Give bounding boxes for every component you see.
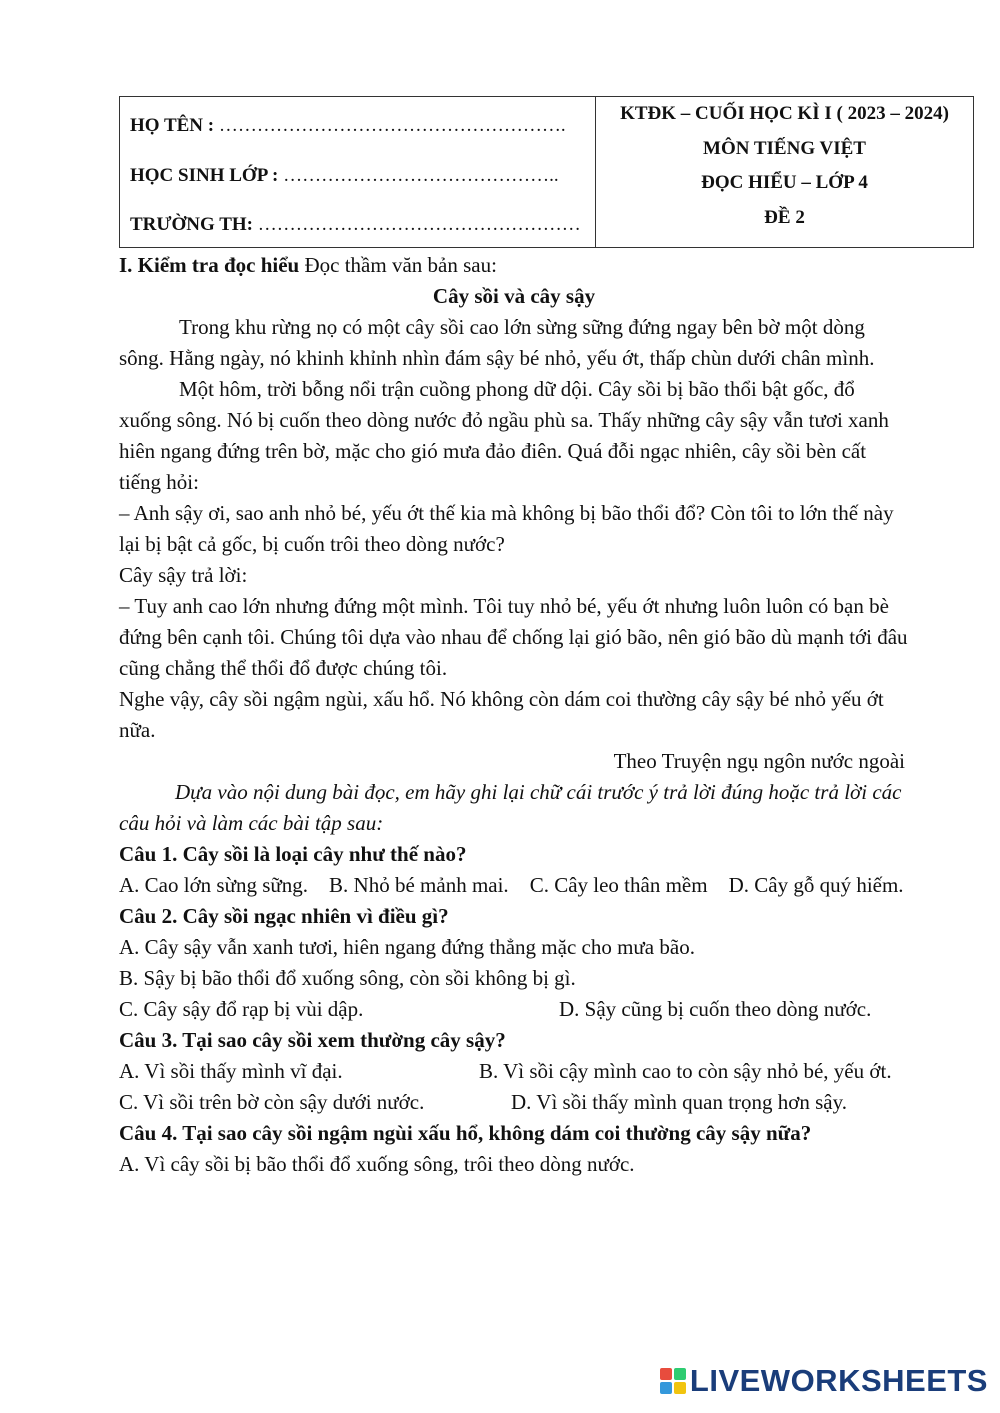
- header-table: [119, 96, 974, 248]
- exam-title: KTĐK – CUỐI HỌC KÌ I ( 2023 – 2024): [620, 103, 949, 124]
- option-c[interactable]: C. Cây leo thân mềm: [529, 873, 708, 897]
- school-field: TRƯỜNG TH: ……………………………………………: [130, 214, 581, 235]
- exam-subject: MÔN TIẾNG VIỆT: [703, 138, 866, 159]
- logo-square-yellow: [674, 1382, 686, 1394]
- question-4: Câu 4. Tại sao cây sồi ngậm ngùi xấu hổ, không dám coi thường cây sậy nữa?: [119, 1121, 812, 1145]
- name-field: HỌ TÊN : ……………………………………………….: [130, 115, 566, 136]
- logo-square-red: [660, 1368, 672, 1380]
- story-paragraph: Một hôm, trời bỗng nổi trận cuồng phong dữ dội. Cây sồi bị bão thổi bật gốc, đổ xuống sông. Nó bị cuốn theo dòng nước đỏ ngầu phù sa. Thấy những cây sậy vẫn tươi xanh hiên ngang đứng trên bờ, mặc cho gió mưa đảo điên. Quá đỗi ngạc nhiên, cây sồi bèn cất tiếng hỏi:: [119, 377, 889, 494]
- logo-square-green: [674, 1368, 686, 1380]
- exam-version: ĐỀ 2: [764, 207, 805, 228]
- exam-info-cell: [596, 97, 973, 247]
- option-a[interactable]: A. Vì cây sồi bị bão thổi đổ xuống sông, trôi theo dòng nước.: [119, 1152, 635, 1176]
- worksheet-body: [119, 250, 909, 1180]
- story-paragraph: – Anh sậy ơi, sao anh nhỏ bé, yếu ớt thế kia mà không bị bão thổi đổ? Còn tôi to lớn thế này lại bị bật cả gốc, bị cuốn trôi theo dòng nước?: [119, 501, 894, 556]
- question-2-cd-options: [119, 994, 909, 1025]
- option-d[interactable]: D. Vì sồi thấy mình quan trọng hơn sậy.: [511, 1090, 847, 1114]
- option-a[interactable]: A. Cao lớn sừng sững.: [119, 873, 309, 897]
- question-2: Câu 2. Cây sồi ngạc nhiên vì điều gì?: [119, 904, 449, 928]
- option-d[interactable]: D. Sậy cũng bị cuốn theo dòng nước.: [559, 997, 872, 1021]
- liveworksheets-logo[interactable]: [660, 1363, 988, 1399]
- option-b[interactable]: B. Sậy bị bão thổi đổ xuống sông, còn sồi không bị gì.: [119, 966, 576, 990]
- question-3-ab-options: [119, 1056, 909, 1087]
- option-c[interactable]: C. Cây sậy đổ rạp bị vùi dập.: [119, 997, 364, 1021]
- question-3: Câu 3. Tại sao cây sồi xem thường cây sậy?: [119, 1028, 506, 1052]
- option-b[interactable]: B. Nhỏ bé mảnh mai.: [329, 873, 509, 897]
- option-a[interactable]: A. Vì sồi thấy mình vĩ đại.: [119, 1059, 343, 1083]
- story-paragraph: Trong khu rừng nọ có một cây sồi cao lớn sừng sững đứng ngay bên bờ một dòng sông. Hằng ngày, nó khinh khỉnh nhìn đám sậy bé nhỏ, yếu ớt, thấp chùn dưới chân mình.: [119, 315, 875, 370]
- question-3-cd-options: [119, 1087, 909, 1118]
- story-paragraph: – Tuy anh cao lớn nhưng đứng một mình. Tôi tuy nhỏ bé, yếu ớt nhưng luôn luôn có bạn bè đứng bên cạnh tôi. Chúng tôi dựa vào nhau để chống lại gió bão, nên gió bão dù mạnh tới đâu cũng chẳng thể thổi đổ được chúng tôi.: [119, 594, 908, 680]
- instructions: Dựa vào nội dung bài đọc, em hãy ghi lại chữ cái trước ý trả lời đúng hoặc trả lời các câu hỏi và làm các bài tập sau:: [119, 780, 902, 835]
- student-info-cell: [120, 97, 596, 247]
- story-title: Cây sồi và cây sậy: [432, 284, 596, 308]
- option-a[interactable]: A. Cây sậy vẫn xanh tươi, hiên ngang đứng thẳng mặc cho mưa bão.: [119, 935, 695, 959]
- story-paragraph: Nghe vậy, cây sồi ngậm ngùi, xấu hổ. Nó không còn dám coi thường cây sậy bé nhỏ yếu ớt nữa.: [119, 687, 884, 742]
- section-heading: I. Kiểm tra đọc hiểu Đọc thầm văn bản sau:: [119, 253, 497, 277]
- question-1: Câu 1. Cây sồi là loại cây như thế nào?: [119, 842, 467, 866]
- story-paragraph: Cây sậy trả lời:: [119, 563, 248, 587]
- option-d[interactable]: D. Cây gỗ quý hiếm.: [728, 873, 904, 897]
- exam-part: ĐỌC HIỂU – LỚP 4: [701, 172, 868, 193]
- logo-square-blue: [660, 1382, 672, 1394]
- class-field: HỌC SINH LỚP : ……………………………………..: [130, 165, 559, 186]
- option-c[interactable]: C. Vì sồi trên bờ còn sậy dưới nước.: [119, 1090, 425, 1114]
- question-1-options: [119, 870, 909, 901]
- logo-text: LIVEWORKSHEETS: [689, 1363, 988, 1398]
- story-source: Theo Truyện ngụ ngôn nước ngoài: [613, 749, 905, 773]
- liveworksheets-logo-icon: [660, 1368, 686, 1394]
- option-b[interactable]: B. Vì sồi cậy mình cao to còn sậy nhỏ bé, yếu ớt.: [479, 1059, 892, 1083]
